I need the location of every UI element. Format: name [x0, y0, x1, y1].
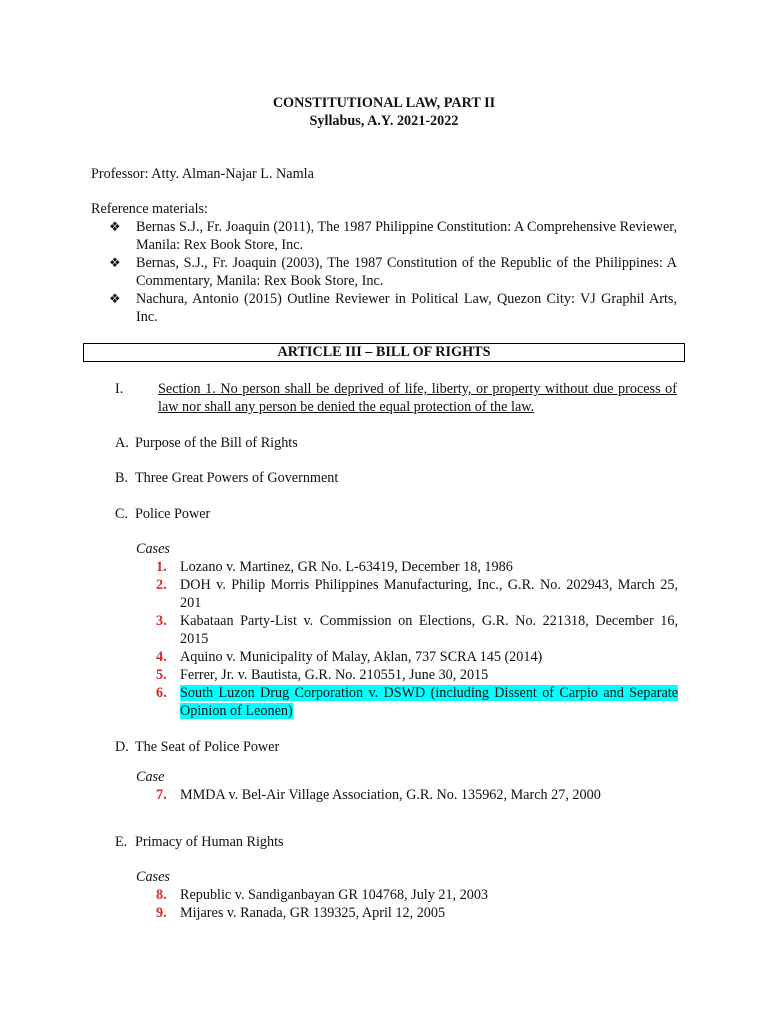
case-item	[136, 558, 678, 576]
case-text: Aquino v. Municipality of Malay, Aklan, 737 SCRA 145 (2014)	[180, 649, 543, 665]
case-item	[136, 886, 678, 904]
case-text: Kabataan Party-List v. Commission on Elections, G.R. No. 221318, December 16, 2015	[180, 613, 678, 647]
references-label: Reference materials:	[91, 201, 208, 217]
case-text: Lozano v. Martinez, GR No. L-63419, December 18, 1986	[180, 559, 513, 575]
professor-line: Professor: Atty. Alman-Najar L. Namla	[91, 166, 314, 182]
case-number: 9.	[156, 905, 167, 921]
topic-label: Purpose of the Bill of Rights	[135, 435, 298, 451]
case-item	[136, 576, 678, 612]
case-number: 2.	[156, 577, 167, 593]
case-item	[136, 786, 678, 804]
diamond-bullet-icon: ❖	[109, 255, 121, 270]
case-item	[136, 648, 678, 666]
topic-label: Three Great Powers of Government	[135, 470, 339, 486]
reference-text: Bernas S.J., Fr. Joaquin (2011), The 1987 Philippine Constitution: A Comprehensive Reviewer, Manila: Rex Book Store, Inc.	[136, 219, 677, 253]
case-text: Republic v. Sandiganbayan GR 104768, July 21, 2003	[180, 887, 489, 903]
cases-label: Cases	[136, 869, 170, 885]
case-item	[136, 612, 678, 648]
case-text-highlighted: South Luzon Drug Corporation v. DSWD (including Dissent of Carpio and Separate Opinion of Leonen)	[180, 685, 678, 719]
topic-label: The Seat of Police Power	[135, 739, 280, 755]
document-subtitle: Syllabus, A.Y. 2021-2022	[309, 113, 459, 129]
case-item	[136, 666, 678, 684]
section-number: I.	[115, 381, 124, 397]
topic-label: Primacy of Human Rights	[135, 834, 284, 850]
section-text: Section 1. No person shall be deprived of life, liberty, or property without due process of law nor shall any person be denied the equal protection of the law.	[158, 381, 677, 415]
case-label: Case	[136, 769, 165, 785]
article-heading: ARTICLE III – BILL OF RIGHTS	[83, 343, 685, 362]
case-text: Ferrer, Jr. v. Bautista, G.R. No. 210551, June 30, 2015	[180, 667, 489, 683]
topic-letter: A.	[115, 435, 129, 451]
title-block	[0, 94, 768, 130]
case-number: 6.	[156, 685, 167, 701]
case-number: 1.	[156, 559, 167, 575]
topic-label: Police Power	[135, 506, 211, 522]
case-text: MMDA v. Bel-Air Village Association, G.R. No. 135962, March 27, 2000	[180, 787, 601, 803]
reference-text: Nachura, Antonio (2015) Outline Reviewer in Political Law, Quezon City: VJ Graphil Arts, Inc.	[136, 291, 677, 325]
case-number: 5.	[156, 667, 167, 683]
diamond-bullet-icon: ❖	[109, 219, 121, 234]
case-number: 7.	[156, 787, 167, 803]
case-text: Mijares v. Ranada, GR 139325, April 12, 2005	[180, 905, 446, 921]
reference-text: Bernas, S.J., Fr. Joaquin (2003), The 1987 Constitution of the Republic of the Philippines: A Commentary, Manila: Rex Book Store, Inc.	[136, 255, 677, 289]
police-power-cases	[136, 558, 678, 720]
seat-cases	[136, 786, 678, 804]
case-item-highlighted	[136, 684, 678, 720]
case-text: DOH v. Philip Morris Philippines Manufacturing, Inc., G.R. No. 202943, March 25, 201	[180, 577, 678, 611]
topic-letter: B.	[115, 470, 129, 486]
reference-item	[91, 254, 677, 290]
reference-item	[91, 290, 677, 326]
diamond-bullet-icon: ❖	[109, 291, 121, 306]
case-item	[136, 904, 678, 922]
case-number: 4.	[156, 649, 167, 665]
references-list	[91, 218, 677, 326]
topic-letter: E.	[115, 834, 128, 850]
case-number: 3.	[156, 613, 167, 629]
case-number: 8.	[156, 887, 167, 903]
reference-item	[91, 218, 677, 254]
cases-label: Cases	[136, 541, 170, 557]
topic-letter: C.	[115, 506, 129, 522]
primacy-cases	[136, 886, 678, 922]
topic-letter: D.	[115, 739, 129, 755]
document-title: CONSTITUTIONAL LAW, PART II	[272, 95, 496, 111]
